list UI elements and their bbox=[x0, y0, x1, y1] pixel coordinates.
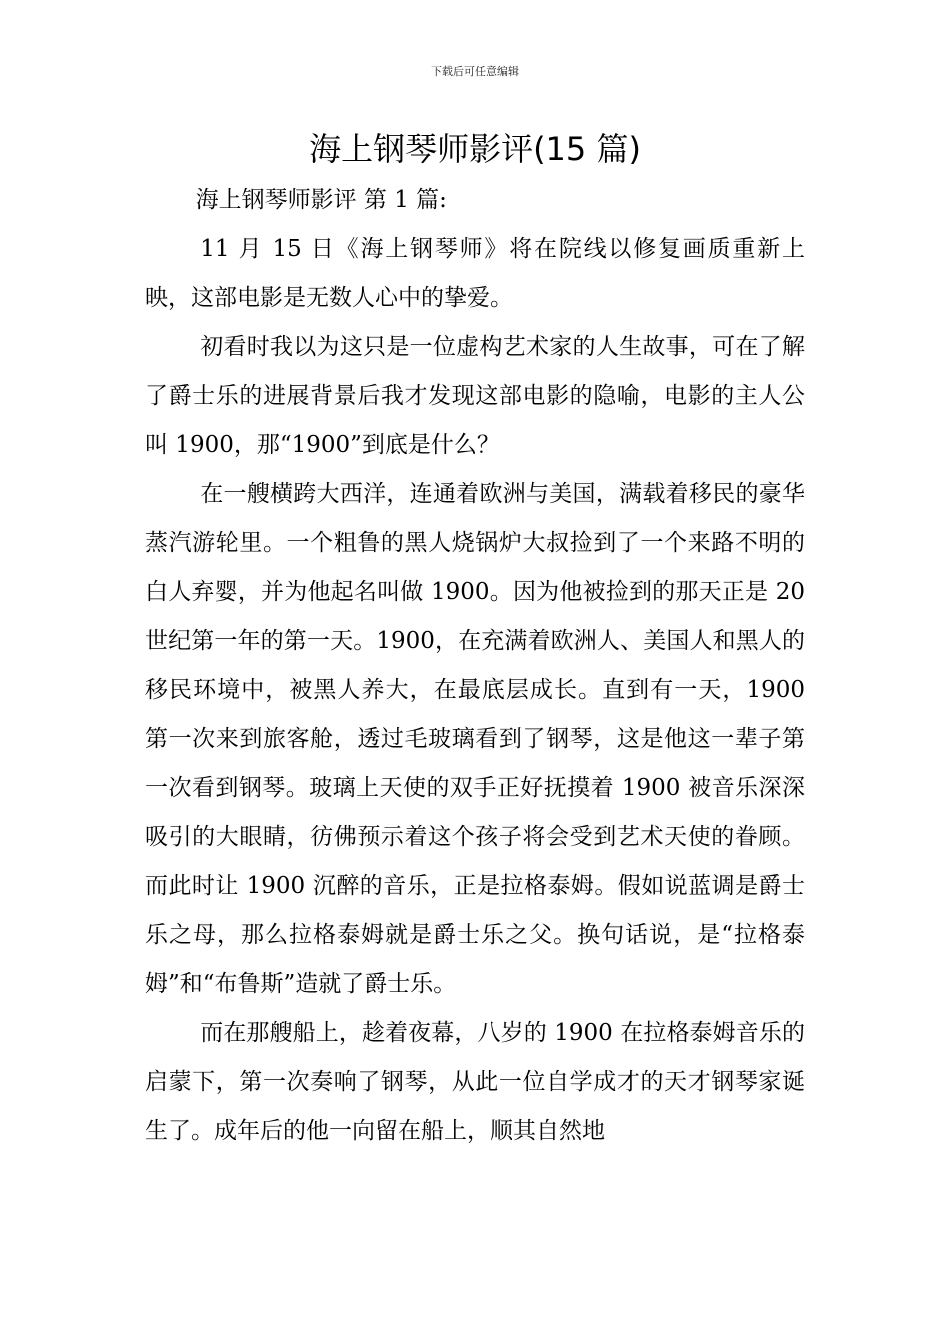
document-title: 海上钢琴师影评(15 篇) bbox=[309, 130, 641, 168]
paragraph-4: 而在那艘船上，趁着夜幕，八岁的 1900 在拉格泰姆音乐的启蒙下，第一次奏响了钢琴，从此一位自学成才的天才钢琴家诞生了。成年后的他一向留在船上，顺其自然地 bbox=[145, 1020, 805, 1144]
section-heading: 海上钢琴师影评 第 1 篇: bbox=[195, 187, 447, 213]
header-note: 下载后可任意编辑 bbox=[431, 65, 519, 78]
document-body bbox=[145, 176, 805, 1156]
paragraph-2: 初看时我以为这只是一位虚构艺术家的人生故事，可在了解了爵士乐的进展背景后我才发现这部电影的隐喻，电影的主人公叫 1900，那“1900”到底是什么？ bbox=[145, 334, 805, 458]
paragraph-1: 11 月 15 日《海上钢琴师》将在院线以修复画质重新上映，这部电影是无数人心中的挚爱。 bbox=[145, 236, 805, 311]
paragraph-3: 在一艘横跨大西洋，连通着欧洲与美国，满载着移民的豪华蒸汽游轮里。一个粗鲁的黑人烧锅炉大叔捡到了一个来路不明的白人弃婴，并为他起名叫做 1900。因为他被捡到的那天正是 20 世纪第一年的第一天。1900，在充满着欧洲人、美国人和黑人的移民环境中，被黑人养大，在最底层成长。直到有一天，1900 第一次来到旅客舱，透过毛玻璃看到了钢琴，这是他这一辈子第一次看到钢琴。玻璃上天使的双手正好抚摸着 1900 被音乐深深吸引的大眼睛，彷佛预示着这个孩子将会受到艺术天使的眷顾。而此时让 1900 沉醉的音乐，正是拉格泰姆。假如说蓝调是爵士乐之母，那么拉格泰姆就是爵士乐之父。换句话说，是“拉格泰姆”和“布鲁斯”造就了爵士乐。 bbox=[145, 481, 805, 997]
